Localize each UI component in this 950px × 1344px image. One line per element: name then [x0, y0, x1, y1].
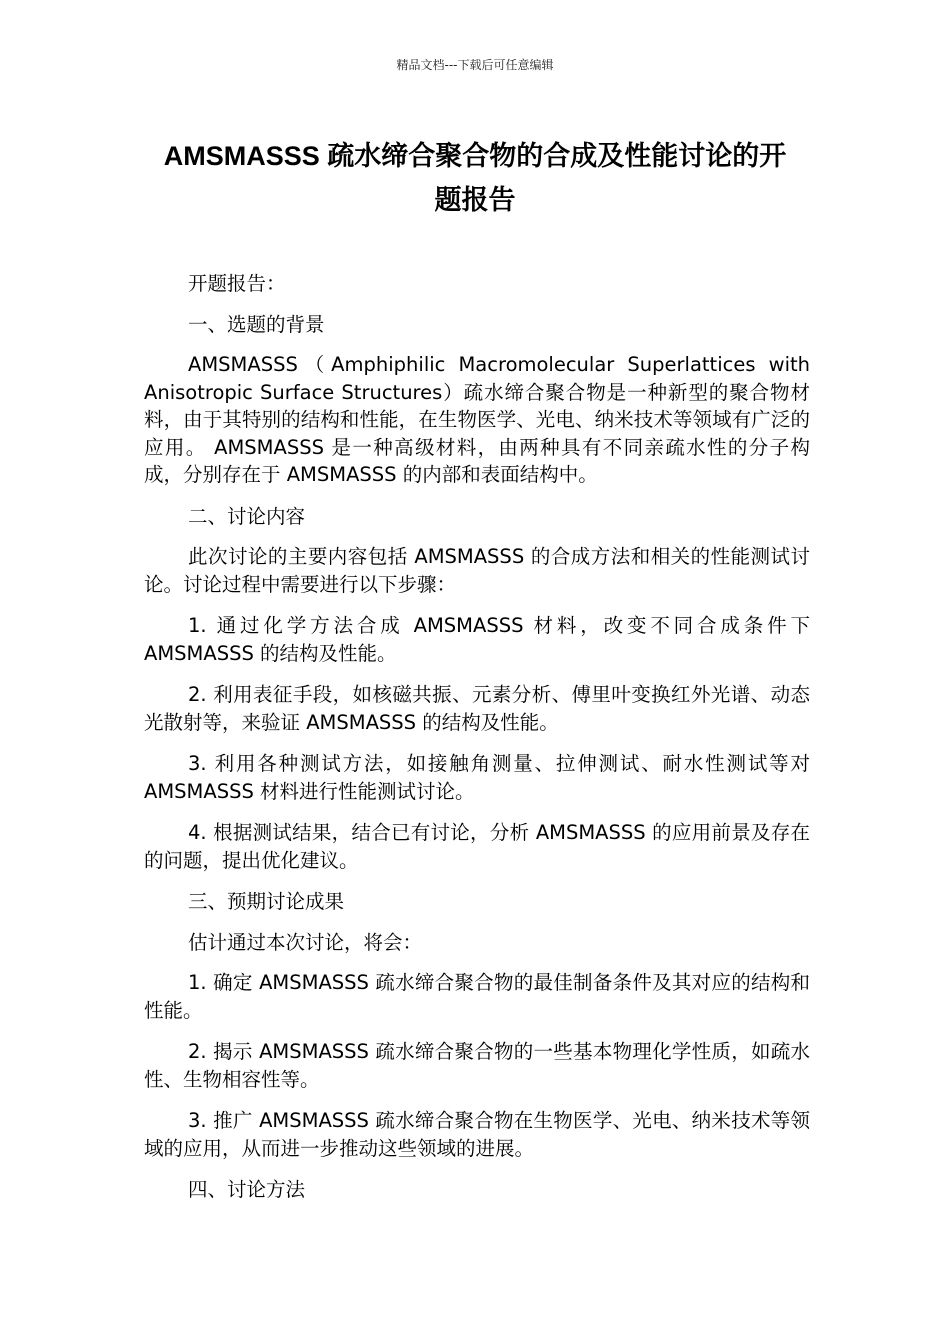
- document-title: [140, 134, 810, 222]
- list-item-step-2: 2. 利用表征手段，如核磁共振、元素分析、傅里叶变换红外光谱、动态光散射等，来验证 AMSMASSS 的结构及性能。: [144, 683, 810, 734]
- list-item-step-1: 1. 通过化学方法合成 AMSMASSS 材料，改变不同合成条件下 AMSMASSS 的结构及性能。: [144, 614, 810, 665]
- section-heading-background: 一、选题的背景: [188, 312, 325, 336]
- section-heading-expected-results: 三、预期讨论成果: [188, 890, 345, 913]
- paragraph-background: AMSMASSS（Amphiphilic Macromolecular Superlattices with Anisotropic Surface Structures）疏水缔合聚合物是一种新型的聚合物材料，由于其特别的结构和性能，在生物医学、光电、纳米技术等领域有广泛的应用。 AMSMASSS 是一种高级材料，由两种具有不同亲疏水性的分子构成，分别存在于 AMSMASSS 的内部和表面结构中。: [144, 353, 810, 486]
- section-heading-content: 二、讨论内容: [188, 504, 306, 528]
- list-item-step-4: 4. 根据测试结果，结合已有讨论，分析 AMSMASSS 的应用前景及存在的问题，提出优化建议。: [144, 821, 810, 872]
- list-item-step-3: 3. 利用各种测试方法，如接触角测量、拉伸测试、耐水性测试等对 AMSMASSS 材料进行性能测试讨论。: [144, 752, 810, 803]
- list-item-result-1: 1. 确定 AMSMASSS 疏水缔合聚合物的最佳制备条件及其对应的结构和性能。: [144, 971, 810, 1022]
- paragraph-content-intro: 此次讨论的主要内容包括 AMSMASSS 的合成方法和相关的性能测试讨论。讨论过程中需要进行以下步骤：: [144, 545, 810, 596]
- title-line-1: AMSMASSS 疏水缔合聚合物的合成及性能讨论的开: [163, 141, 787, 171]
- section-heading-methods: 四、讨论方法: [188, 1178, 306, 1201]
- title-line-2: 题报告: [434, 185, 516, 215]
- list-item-result-2: 2. 揭示 AMSMASSS 疏水缔合聚合物的一些基本物理化学性质，如疏水性、生物相容性等。: [144, 1040, 810, 1091]
- list-item-result-3: 3. 推广 AMSMASSS 疏水缔合聚合物在生物医学、光电、纳米技术等领域的应用，从而进一步推动这些领域的进展。: [144, 1109, 810, 1160]
- paragraph-expected-intro: 估计通过本次讨论，将会：: [188, 930, 423, 954]
- header-note: 精品文档---下载后可任意编辑: [396, 58, 554, 72]
- document-body: [144, 270, 810, 1217]
- report-label: 开题报告：: [188, 272, 286, 295]
